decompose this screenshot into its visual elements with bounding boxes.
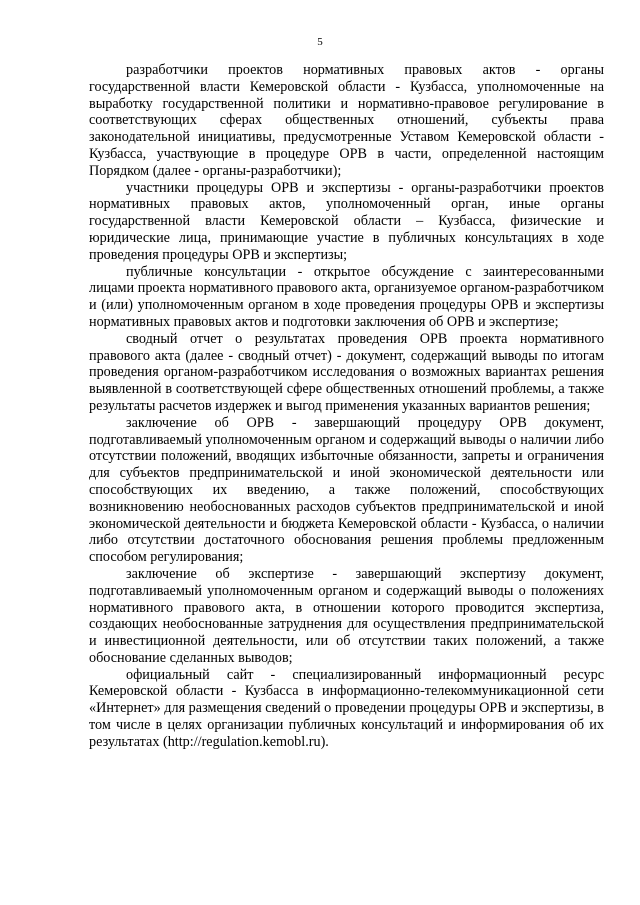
- paragraph-participants: участники процедуры ОРВ и экспертизы - органы-разработчики проектов нормативных правовых актов, уполномоченный орган, иные органы государственной власти Кемеровской области – Кузбасса, физические и юридические лица, принимающие участие в публичных консультациях в ходе проведения процедуры ОРВ и экспертизы;: [89, 179, 604, 263]
- paragraph-public-consultations: публичные консультации - открытое обсуждение с заинтересованными лицами проекта нормативного правового акта, организуемое органом-разработчиком и (или) уполномоченным органом в ходе проведения процедуры ОРВ и экспертизы нормативных правовых актов и подготовки заключения об ОРВ и экспертизе;: [89, 263, 604, 330]
- document-body: [89, 62, 604, 751]
- paragraph-summary-report: сводный отчет о результатах проведения ОРВ проекта нормативного правового акта (далее - сводный отчет) - документ, содержащий выводы по итогам проведения органом-разработчиком исследования о возможных вариантах решения выявленной в соответствующей сфере общественных отношений проблемы, а также результаты расчетов издержек и выгод применения указанных вариантов решения;: [89, 330, 604, 414]
- page-number: 5: [317, 36, 323, 48]
- paragraph-orv-conclusion: заключение об ОРВ - завершающий процедуру ОРВ документ, подготавливаемый уполномоченным органом и содержащий выводы о наличии либо отсутствии положений, вводящих избыточные обязанности, запреты и ограничения для субъектов предпринимательской и иной экономической деятельности или способствующих их введению, а также положений, способствующих возникновению необоснованных расходов субъектов предпринимательской и иной экономической деятельности и бюджета Кемеровской области - Кузбасса, о наличии либо отсутствии достаточного обоснования решения проблемы предложенным способом регулирования;: [89, 414, 604, 566]
- paragraph-expertise-conclusion: заключение об экспертизе - завершающий экспертизу документ, подготавливаемый уполномоченным органом и содержащий выводы о положениях нормативного правового акта, в отношении которого проводится экспертиза, создающих необоснованные затруднения для осуществления предпринимательской и инвестиционной деятельности, или об отсутствии таких положений, а также обоснование сделанных выводов;: [89, 565, 604, 666]
- paragraph-developers: разработчики проектов нормативных правовых актов - органы государственной власти Кемеровской области - Кузбасса, уполномоченные на выработку государственной политики и нормативно-правовое регулирование в соответствующих сферах общественных отношений, субъекты права законодательной инициативы, предусмотренные Уставом Кемеровской области - Кузбасса, участвующие в процедуре ОРВ в части, определенной настоящим Порядком (далее - органы-разработчики);: [89, 62, 604, 179]
- paragraph-official-site: официальный сайт - специализированный информационный ресурс Кемеровской области - Кузбасса в информационно-телекоммуникационной сети «Интернет» для размещения сведений о проведении процедуры ОРВ и экспертизы, в том числе в целях организации публичных консультаций и информирования об их результатах (http://regulation.kemobl.ru).: [89, 666, 604, 750]
